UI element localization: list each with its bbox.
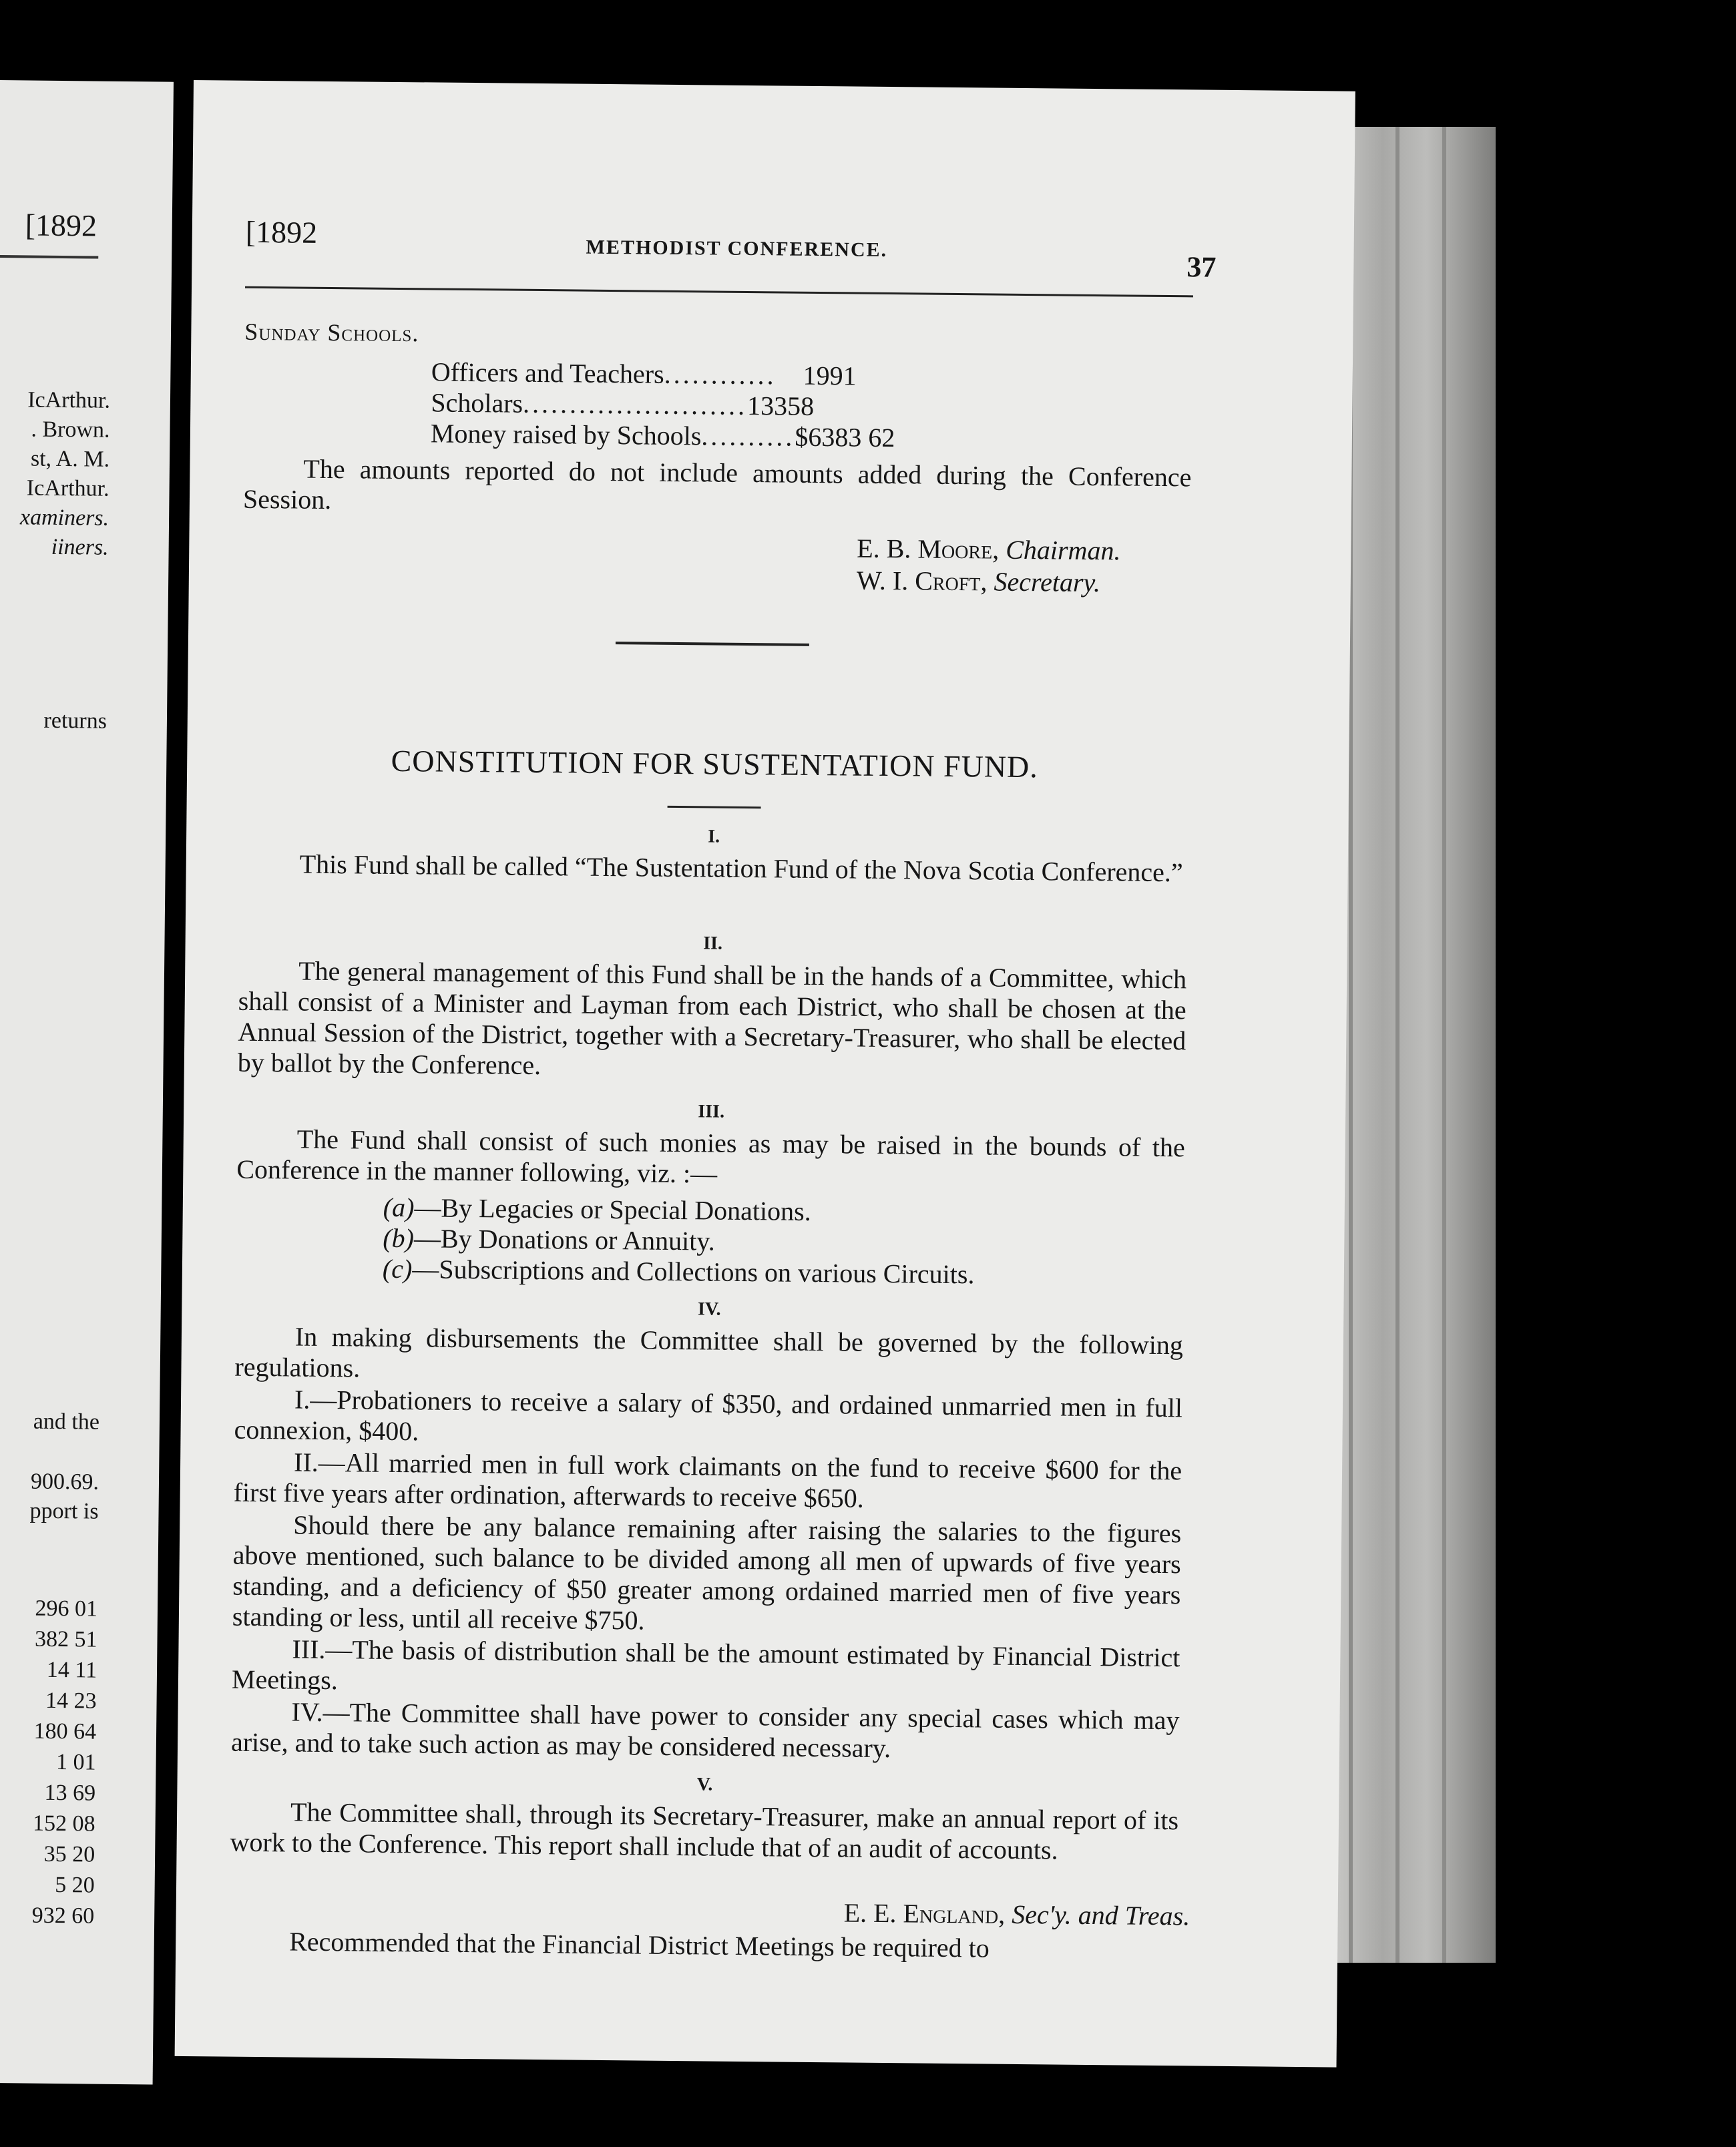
indent <box>235 1345 295 1346</box>
article-number: III. <box>698 1101 725 1122</box>
left-page-line: 152 08 <box>32 1811 95 1837</box>
signature-secretary-treasurer <box>843 1897 1190 1931</box>
left-page-line: 180 64 <box>33 1718 97 1744</box>
indent <box>229 1950 289 1951</box>
signature-name: E. E. England, <box>843 1897 1006 1929</box>
stat-label: Scholars <box>431 387 523 419</box>
left-page-line: 5 20 <box>55 1873 95 1898</box>
indent <box>233 1533 293 1534</box>
regulation-text: IV.—The Committee shall have power to consider any special cases which may arise, and to take such action as may be considered necessary. <box>230 1696 1180 1764</box>
article-text: The Fund shall consist of such monies as may be raised in the bounds of the Conference in the manner following, viz. :— <box>236 1124 1185 1189</box>
regulation-2 <box>233 1447 1182 1517</box>
signature-role: Secretary. <box>994 566 1101 598</box>
regulation-2-continued <box>232 1509 1182 1642</box>
left-page-line: 14 11 <box>46 1657 97 1683</box>
left-page-fragment <box>0 80 174 2085</box>
left-page-line: pport is <box>29 1498 99 1524</box>
sunday-schools-heading: Sunday Schools. <box>244 318 419 347</box>
page-number: 37 <box>1186 250 1217 284</box>
article-5-text <box>230 1797 1178 1867</box>
title-underline <box>668 806 761 808</box>
signature-secretary <box>857 565 1101 599</box>
closing-text: Recommended that the Financial District Meetings be required to <box>289 1926 990 1963</box>
header-rule <box>245 286 1193 298</box>
item-label: (c) <box>382 1253 413 1284</box>
left-page-line: IcArthur. <box>27 387 111 413</box>
left-page-line: . Brown. <box>31 417 110 443</box>
indent <box>238 979 298 980</box>
left-page-line: 900.69. <box>30 1469 99 1495</box>
left-page-line: iiners. <box>51 534 109 560</box>
signature-name: W. I. Croft, <box>856 565 988 597</box>
signature-name: E. B. Moore, <box>857 533 1000 565</box>
left-page-line: st, A. M. <box>30 446 110 472</box>
section-divider <box>616 642 809 646</box>
regulation-text: Should there be any balance remaining after raising the salaries to the figures above mentioned, such balance to be divided among all men of upwards of five years standing, and a deficiency of $50 greater among ordained married men of five years standing or less, until all receive $750. <box>232 1509 1182 1636</box>
stat-label: Officers and Teachers <box>431 356 664 389</box>
closing-line <box>229 1926 1177 1966</box>
regulation-4 <box>231 1696 1180 1767</box>
article-text: This Fund shall be called “The Sustentation Fund of the Nova Scotia Conference.” <box>299 849 1183 888</box>
running-head-year: [1892 <box>245 214 318 250</box>
article-3-text <box>236 1124 1185 1194</box>
stat-label: Money raised by Schools <box>430 418 702 451</box>
stat-value: $6383 62 <box>795 421 895 453</box>
left-page-line: xaminers. <box>19 505 110 531</box>
article-3-item <box>383 1222 715 1257</box>
article-number: IV. <box>697 1298 721 1320</box>
regulation-text: I.—Probationers to receive a salary of $350, and ordained unmarried men in full connexion, $400. <box>234 1384 1183 1447</box>
note-text: The amounts reported do not include amounts added during the Conference Session. <box>242 453 1192 515</box>
stat-row <box>431 387 814 422</box>
stat-leader-dots: ............ <box>664 359 777 391</box>
stat-value: 13358 <box>746 390 815 421</box>
constitution-title: CONSTITUTION FOR SUSTENTATION FUND. <box>391 743 1039 784</box>
left-page-line: 13 69 <box>44 1780 96 1806</box>
article-3-item <box>383 1192 811 1227</box>
item-label: (a) <box>383 1192 415 1223</box>
article-2-text <box>238 955 1187 1088</box>
running-head-title: METHODIST CONFERENCE. <box>586 236 888 261</box>
left-page-line: and the <box>33 1409 100 1435</box>
stat-leader-dots: .......... <box>701 421 795 452</box>
stat-leader-dots: ........................ <box>522 388 748 421</box>
article-text: In making disbursements the Committee shall be governed by the following regulations. <box>234 1321 1184 1383</box>
left-page-line: 1 01 <box>55 1750 96 1775</box>
book-page <box>175 80 1355 2068</box>
stat-value: 1991 <box>803 360 857 391</box>
left-page-line: 382 51 <box>34 1626 97 1652</box>
left-page-line: IcArthur. <box>26 475 110 501</box>
regulation-text: III.—The basis of distribution shall be the amount estimated by Financial District Meetings. <box>231 1634 1180 1696</box>
left-page-line: returns <box>43 708 107 734</box>
signature-role: Chairman. <box>1005 534 1121 566</box>
stat-row <box>431 356 857 391</box>
article-number: V. <box>696 1774 713 1795</box>
left-page-header-rule <box>0 255 98 259</box>
stat-row <box>431 417 895 453</box>
signature-role: Sec'y. and Treas. <box>1011 1899 1190 1931</box>
article-number: II. <box>703 933 723 954</box>
page-edge-stripe <box>1442 127 1446 1963</box>
article-4-intro <box>234 1321 1183 1392</box>
regulation-3 <box>232 1634 1180 1704</box>
left-page-line: 296 01 <box>35 1596 98 1622</box>
left-page-line: 35 20 <box>43 1841 95 1867</box>
indent <box>234 1408 294 1409</box>
item-label: (b) <box>383 1222 415 1254</box>
article-3-item <box>383 1253 975 1290</box>
regulation-text: II.—All married men in full work claimants on the fund to receive $600 for the first five years after ordination, afterwards to receive $650. <box>233 1447 1182 1513</box>
left-page-line: 932 60 <box>31 1903 95 1929</box>
article-1-text <box>240 849 1188 889</box>
indent <box>231 1720 291 1721</box>
article-text: The general management of this Fund shall be in the hands of a Committee, which shall consist of a Minister and Layman from each District, who shall be chosen at the Annual Session of the District, together with a Secretary-Treasurer, who shall be elected by ballot by the Conference. <box>237 955 1187 1081</box>
left-page-year: [1892 <box>25 208 97 243</box>
sunday-schools-note <box>243 453 1192 524</box>
article-text: The Committee shall, through its Secretary-Treasurer, make an annual report of its work to the Conference. This report shall include that of an audit of accounts. <box>230 1797 1179 1865</box>
left-page-line: 14 23 <box>45 1688 97 1714</box>
signature-chairman <box>857 533 1121 567</box>
regulation-1 <box>234 1384 1182 1455</box>
item-text: —By Donations or Annuity. <box>413 1223 715 1256</box>
page-edge-stripe <box>1395 127 1399 1963</box>
item-text: —Subscriptions and Collections on various Circuits. <box>412 1254 975 1290</box>
item-text: —By Legacies or Special Donations. <box>414 1192 811 1226</box>
article-number: I. <box>708 826 720 847</box>
